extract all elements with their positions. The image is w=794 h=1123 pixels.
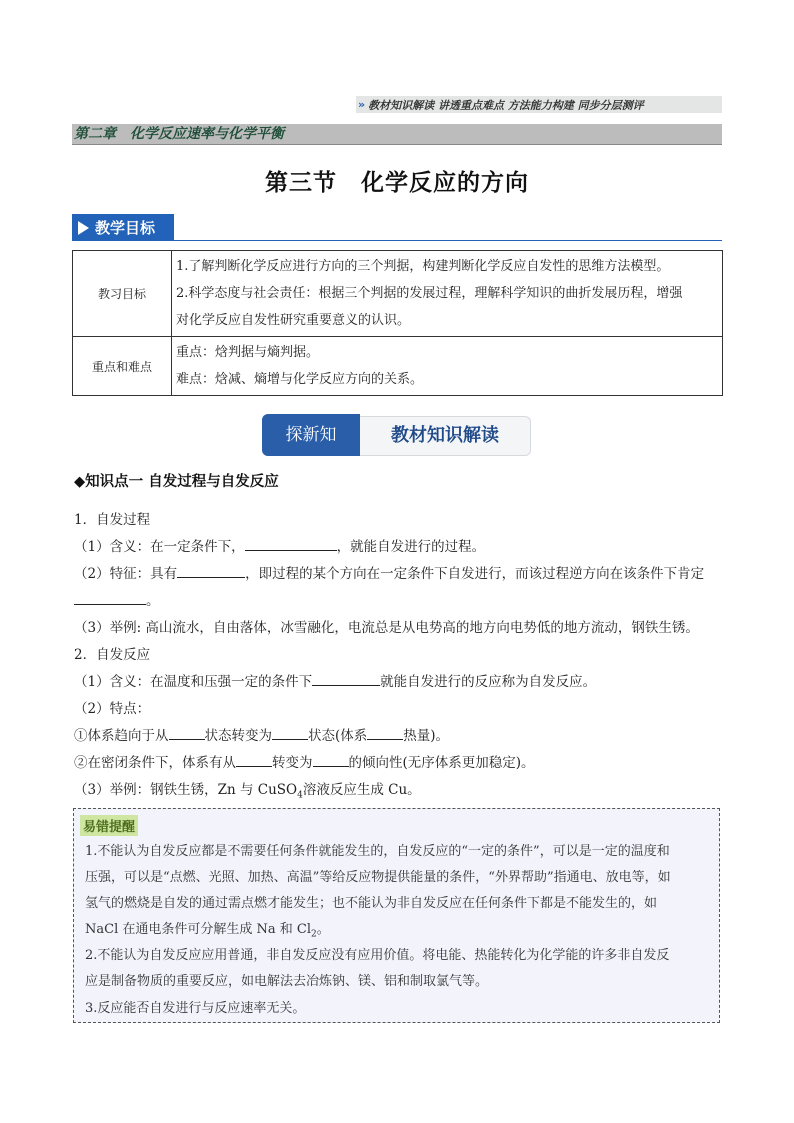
- subscript: 2: [311, 929, 317, 940]
- section-banner: [262, 414, 532, 456]
- row-line: 2.科学态度与社会责任：根据三个判据的发展过程，理解科学知识的曲折发展历程，增强: [176, 286, 683, 301]
- page-title: 第三节 化学反应的方向: [265, 170, 529, 196]
- fill-blank[interactable]: [272, 725, 308, 740]
- tip-tag: 易错提醒: [80, 815, 138, 836]
- para-11: [74, 778, 421, 801]
- para-5: （3）举例: 高山流水，自由落体，冰雪融化，电流总是从电势高的地方向电势低的地方流动，钢铁生锈。: [74, 620, 699, 636]
- text: 状态(体系: [308, 728, 368, 744]
- text: 。: [316, 922, 330, 937]
- row-line: 对化学反应自发性研究重要意义的认识。: [176, 313, 411, 328]
- text: （1）含义：在一定条件下，: [74, 539, 245, 555]
- text: 溶液反应生成 Cu。: [302, 782, 421, 798]
- fill-blank[interactable]: [312, 671, 380, 686]
- text: 热量)。: [403, 728, 450, 744]
- row-line: 1.了解判断化学反应进行方向的三个判据，构建判断化学反应自发性的思维方法模型。: [176, 259, 670, 274]
- text: （1）含义：在温度和压强一定的条件下: [74, 674, 313, 690]
- fill-blank[interactable]: [236, 752, 272, 767]
- table-row: [73, 251, 723, 337]
- row-content: [172, 337, 723, 396]
- fill-blank[interactable]: [367, 725, 403, 740]
- goals-divider: [174, 240, 722, 241]
- para-6: 2．自发反应: [74, 647, 151, 663]
- text: 就能自发进行的反应称为自发反应。: [380, 674, 597, 690]
- row-line: 重点：焓判据与熵判据。: [176, 345, 320, 360]
- fill-blank[interactable]: [169, 725, 205, 740]
- para-3: [74, 562, 704, 582]
- header-tagline-text: 教材知识解读 讲透重点难点 方法能力构建 同步分层测评: [368, 98, 644, 112]
- para-10: [74, 751, 535, 771]
- text: NaCl 在通电条件可分解生成 Na 和 Cl: [85, 922, 311, 937]
- row-label: 重点和难点: [73, 337, 172, 396]
- text: ，即过程的某个方向在一定条件下自发进行，而该过程逆方向在该条件下肯定: [245, 566, 705, 582]
- chapter-heading: 第二章 化学反应速率与化学平衡: [72, 124, 722, 144]
- text: （3）举例：钢铁生锈，Zn 与 CuSO: [74, 782, 298, 798]
- text: 转变为: [272, 755, 313, 771]
- fill-blank[interactable]: [313, 752, 349, 767]
- row-line: 难点：焓减、熵增与化学反应方向的关系。: [176, 372, 424, 387]
- para-7: [74, 670, 596, 690]
- goals-badge-label: 教学目标: [95, 219, 156, 237]
- goals-table: [72, 250, 723, 396]
- para-1: 1．自发过程: [74, 512, 151, 528]
- para-4: [74, 589, 160, 609]
- banner-left: 探新知: [262, 414, 360, 456]
- text: 。: [146, 593, 160, 609]
- para-9: [74, 724, 449, 744]
- error-tip-box: [73, 808, 720, 1023]
- text: ①体系趋向于从: [74, 728, 169, 744]
- tip-line: 氢气的燃烧是自发的通过需点燃才能发生；也不能认为非自发反应在任何条件下都是不能发生的，如: [85, 896, 658, 911]
- tip-line: 2.不能认为自发反应应用普通，非自发反应没有应用价值。将电能、热能转化为化学能的许多非自发反: [85, 948, 670, 963]
- text: 的倾向性(无序体系更加稳定)。: [348, 755, 535, 771]
- subscript: 4: [297, 790, 303, 801]
- fill-blank[interactable]: [74, 590, 146, 605]
- tip-line: 1.不能认为自发反应都是不需要任何条件就能发生的，自发反应的“一定的条件”，可以是一定的温度和: [85, 844, 670, 859]
- knowledge-point-heading: ◆知识点一 自发过程与自发反应: [74, 474, 279, 490]
- text: （2）特征：具有: [74, 566, 178, 582]
- text: 状态转变为: [204, 728, 272, 744]
- text: ②在密闭条件下，体系有从: [74, 755, 236, 771]
- goals-badge: [72, 214, 174, 241]
- tip-line: 3.反应能否自发进行与反应速率无关。: [85, 1001, 306, 1016]
- header-tagline: [356, 96, 722, 113]
- banner-right: 教材知识解读: [360, 416, 531, 456]
- para-2: [74, 535, 485, 555]
- tip-line: 应是制备物质的重要反应，如电解法去冶炼钠、镁、铝和制取氯气等。: [85, 974, 489, 989]
- row-label: 教习目标: [73, 251, 172, 337]
- chapter-divider: [72, 144, 722, 145]
- row-content: [172, 251, 723, 337]
- table-row: [73, 337, 723, 396]
- fill-blank[interactable]: [177, 563, 245, 578]
- text: ，就能自发进行的过程。: [336, 539, 486, 555]
- double-chevron-right-icon: »: [358, 98, 366, 111]
- fill-blank[interactable]: [245, 536, 337, 551]
- tip-line: 压强，可以是“点燃、光照、加热、高温”等给反应物提供能量的条件，“外界帮助”指通电、放电等，如: [85, 870, 671, 885]
- triangle-right-icon: [78, 221, 89, 235]
- para-8: （2）特点：: [74, 701, 151, 717]
